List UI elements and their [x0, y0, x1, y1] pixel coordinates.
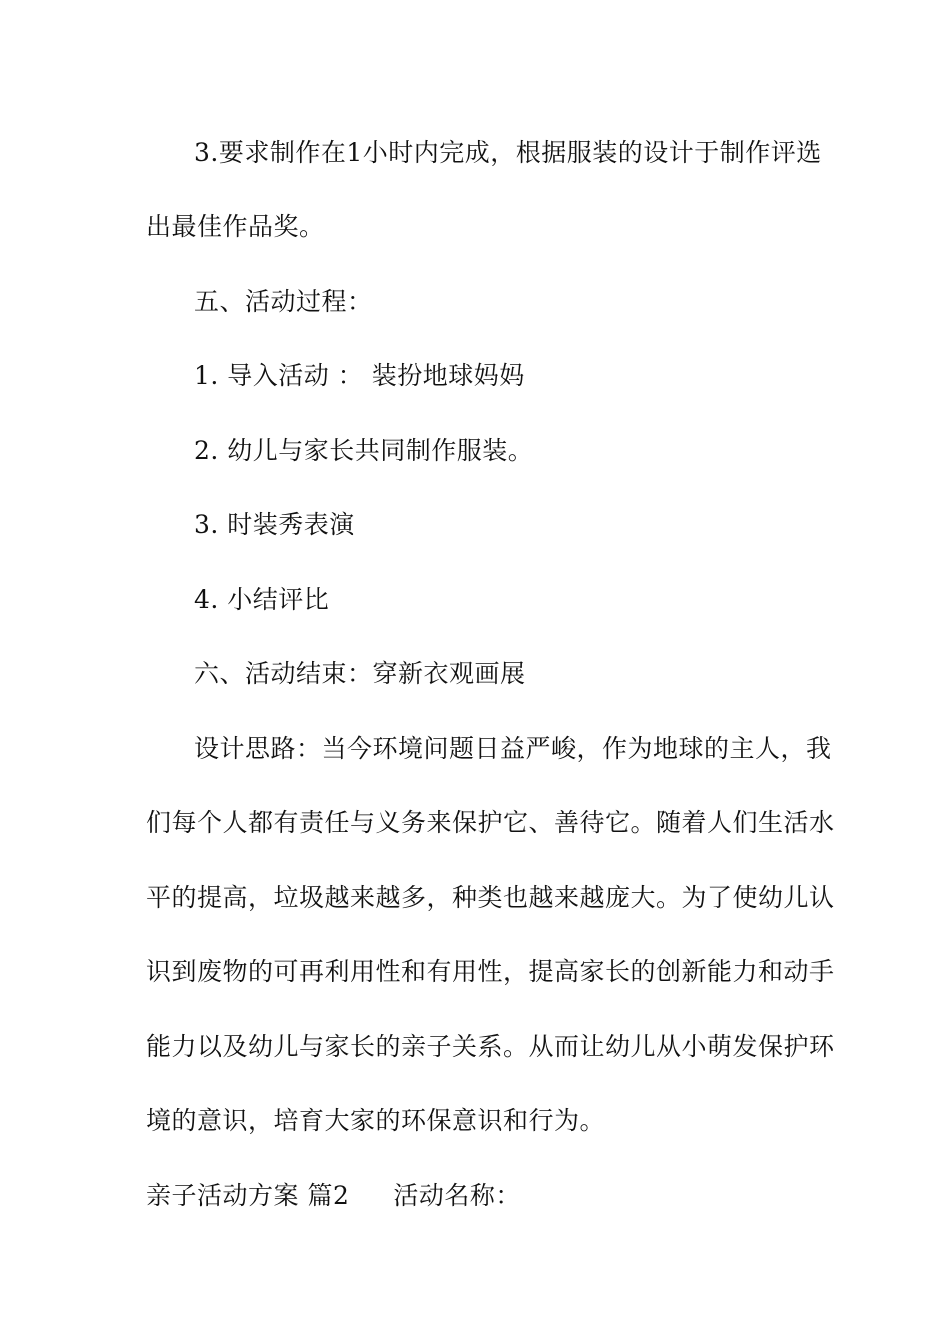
list-item: 2. 幼儿与家长共同制作服装。: [194, 436, 534, 465]
section-heading: 五、活动过程：: [194, 287, 373, 316]
paragraph-line: 平的提高，垃圾越来越多，种类也越来越庞大。为了使幼儿认: [146, 883, 835, 912]
activity-name-label: 活动名称：: [393, 1181, 521, 1210]
paragraph-line: 出最佳作品奖。: [146, 212, 325, 241]
section-title-line: [146, 1179, 816, 1213]
paragraph-line: 境的意识，培育大家的环保意识和行为。: [146, 1106, 606, 1135]
paragraph-line: 识到废物的可再利用性和有用性，提高家长的创新能力和动手: [146, 957, 835, 986]
paragraph-line: 设计思路：当今环境问题日益严峻，作为地球的主人，我: [194, 734, 832, 763]
paragraph-line: 们每个人都有责任与义务来保护它、善待它。随着人们生活水: [146, 808, 835, 837]
list-item: 3. 时装秀表演: [194, 510, 355, 539]
list-item: 1. 导入活动 ： 装扮地球妈妈: [194, 361, 525, 390]
section-title: 亲子活动方案 篇2: [146, 1181, 350, 1210]
paragraph-line: 3.要求制作在1小时内完成，根据服装的设计于制作评选: [194, 138, 822, 167]
list-item: 4. 小结评比: [194, 585, 330, 614]
section-heading: 六、活动结束：穿新衣观画展: [194, 659, 526, 688]
paragraph-line: 能力以及幼儿与家长的亲子关系。从而让幼儿从小萌发保护环: [146, 1032, 835, 1061]
